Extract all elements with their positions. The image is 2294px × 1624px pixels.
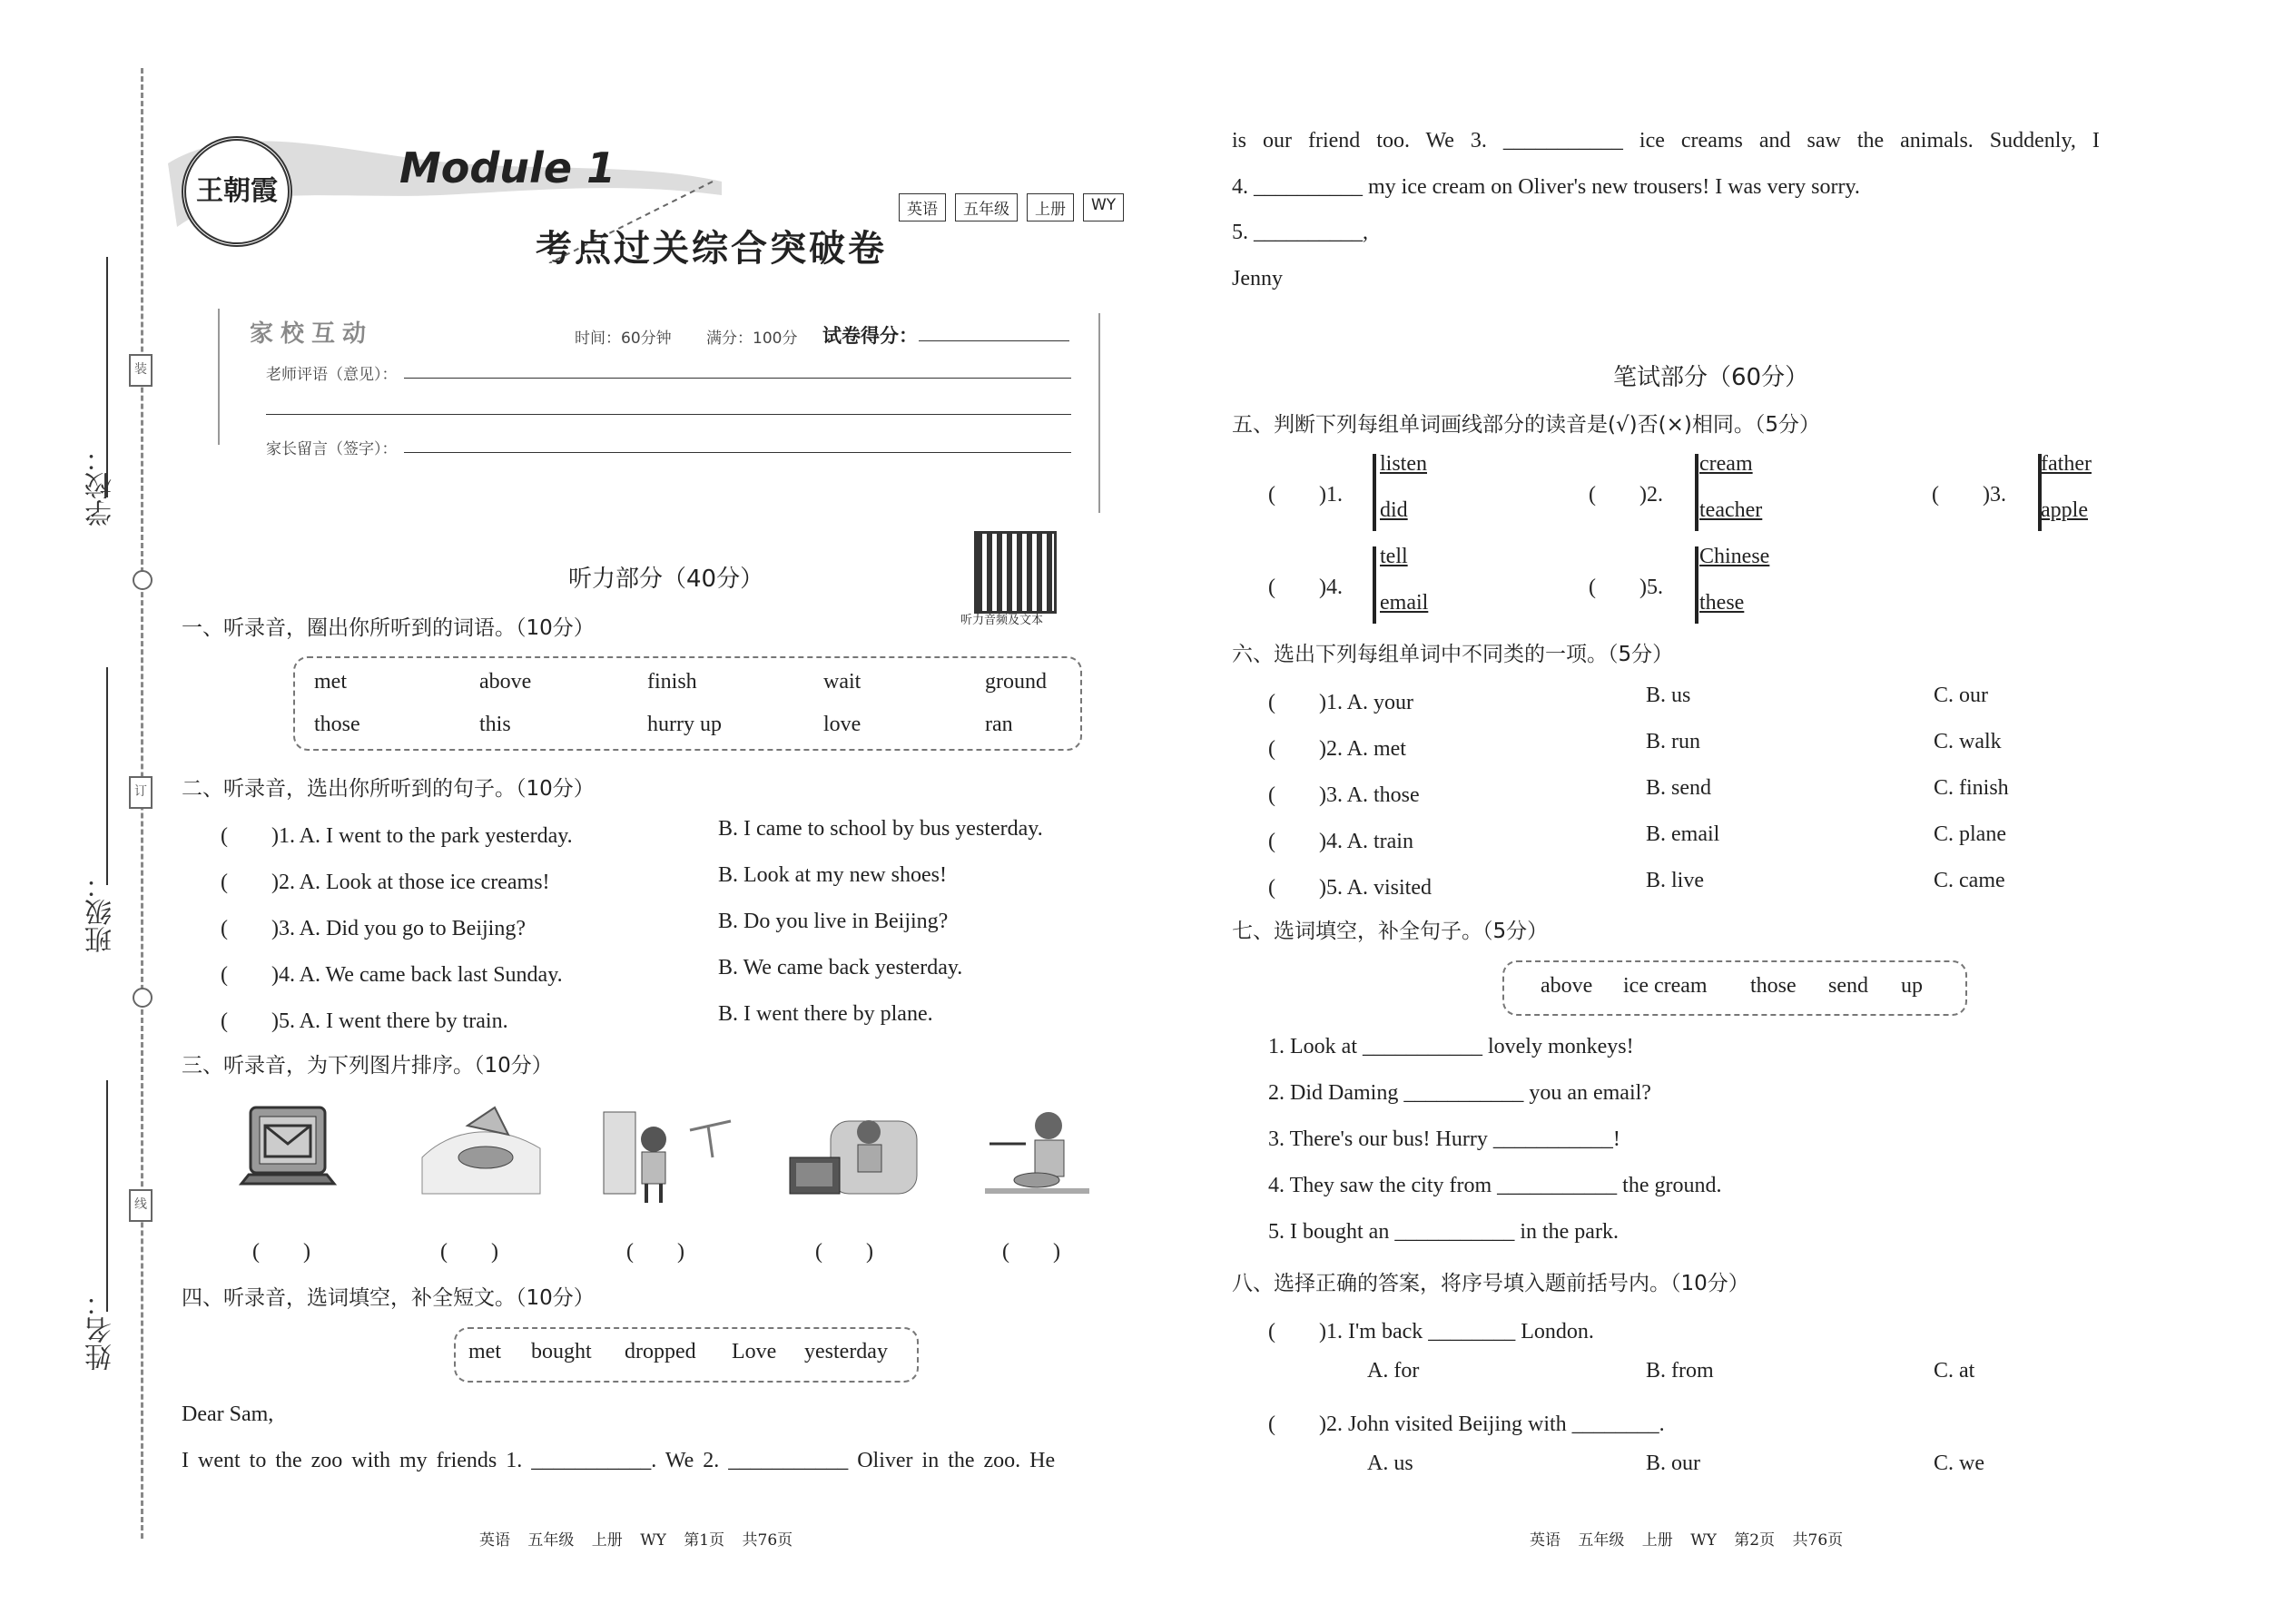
q4-word: met	[468, 1340, 501, 1363]
q5-word: tell	[1380, 545, 1408, 568]
q2-option-b[interactable]: B. Look at my new shoes!	[718, 863, 947, 887]
q5-word: apple	[2041, 498, 2088, 522]
teacher-comment-label: 老师评语（意见）：	[266, 366, 398, 384]
q2-option-a[interactable]: ( )2. A. Look at those ice creams!	[221, 871, 550, 894]
q1-word[interactable]: met	[314, 670, 347, 694]
q6-option-b[interactable]: B. live	[1646, 869, 1704, 892]
q6-option-c[interactable]: C. finish	[1934, 776, 2009, 800]
letter-line-3: 4. __________ my ice cream on Oliver's new trousers! I was very sorry.	[1232, 175, 1860, 199]
badge-subject: 英语	[899, 193, 946, 221]
q6-option-b[interactable]: B. run	[1646, 730, 1700, 753]
score-label: 试卷得分：	[822, 325, 918, 347]
home-school-heading: 家校互动	[250, 320, 374, 348]
q6-option-c[interactable]: C. walk	[1934, 730, 2002, 753]
letter-greeting: Dear Sam,	[182, 1403, 274, 1426]
q2-heading: 二、听录音，选出你所听到的句子。（10分）	[182, 777, 595, 801]
module-title: Module 1	[399, 143, 616, 192]
q8-question[interactable]: ( )1. I'm back ________ London.	[1268, 1320, 1594, 1343]
q2-option-a[interactable]: ( )3. A. Did you go to Beijing?	[221, 917, 526, 940]
listening-section-title: 听力部分（40分）	[568, 566, 764, 593]
q1-word[interactable]: this	[479, 713, 511, 736]
q6-option-a[interactable]: ( )3. A. those	[1268, 783, 1420, 807]
q2-option-a[interactable]: ( )4. A. We came back last Sunday.	[221, 963, 563, 987]
laptop-email-picture	[238, 1100, 338, 1205]
q5-word: these	[1699, 591, 1745, 615]
q2-option-b[interactable]: B. Do you live in Beijing?	[718, 910, 949, 933]
q7-sentence: 5. I bought an ___________ in the park.	[1268, 1220, 1619, 1244]
q5-word: Chinese	[1699, 545, 1770, 568]
q7-sentence: 1. Look at ___________ lovely monkeys!	[1268, 1035, 1634, 1058]
q4-word: Love	[732, 1340, 777, 1363]
q1-word[interactable]: ground	[985, 670, 1047, 694]
q6-option-b[interactable]: B. email	[1646, 822, 1720, 846]
q7-heading: 七、选词填空，补全句子。（5分）	[1232, 920, 1549, 943]
q6-heading: 六、选出下列每组单词中不同类的一项。（5分）	[1232, 643, 1674, 666]
grade-badges	[899, 193, 1124, 221]
q8-question[interactable]: ( )2. John visited Beijing with ________.	[1268, 1412, 1665, 1436]
q4-heading: 四、听录音，选词填空，补全短文。（10分）	[182, 1286, 595, 1310]
brand-logo: 王朝霞	[182, 136, 292, 247]
q5-number[interactable]: ( )2.	[1589, 483, 1663, 507]
exam-title: 考点过关综合突破卷	[536, 227, 887, 270]
bracket-bar	[1695, 546, 1698, 624]
bracket-bar	[1373, 454, 1376, 531]
q8-heading: 八、选择正确的答案，将序号填入题前括号内。（10分）	[1232, 1272, 1749, 1295]
q5-word: email	[1380, 591, 1429, 615]
q8-option-c[interactable]: C. at	[1934, 1359, 1975, 1383]
badge-edition: WY	[1083, 193, 1124, 221]
q4-word: yesterday	[804, 1340, 888, 1363]
q1-word[interactable]: those	[314, 713, 360, 736]
q8-option-a[interactable]: A. us	[1367, 1452, 1413, 1475]
q8-option-c[interactable]: C. we	[1934, 1452, 1984, 1475]
q3-answer-paren[interactable]: ( )	[252, 1240, 310, 1264]
q6-option-b[interactable]: B. us	[1646, 684, 1691, 707]
q7-word: ice cream	[1623, 974, 1708, 998]
q7-word: above	[1541, 974, 1593, 998]
q6-option-a[interactable]: ( )2. A. met	[1268, 737, 1406, 761]
q1-word[interactable]: love	[823, 713, 861, 736]
q5-word: teacher	[1699, 498, 1763, 522]
exam-time: 时间：60分钟	[575, 330, 672, 348]
frame-line	[1098, 313, 1100, 513]
q3-answer-paren[interactable]: ( )	[1002, 1240, 1060, 1264]
q3-answer-paren[interactable]: ( )	[815, 1240, 873, 1264]
q6-option-a[interactable]: ( )5. A. visited	[1268, 876, 1432, 900]
binding-ring-icon	[133, 570, 153, 590]
exam-full-score: 满分：100分	[706, 330, 798, 348]
boy-at-door-picture	[599, 1103, 735, 1207]
q1-word[interactable]: wait	[823, 670, 861, 694]
q6-option-c[interactable]: C. plane	[1934, 822, 2006, 846]
binding-ring-icon	[133, 988, 153, 1008]
page-footer-right: 英语 五年级 上册 WY 第2页 共76页	[1530, 1531, 1844, 1550]
q5-heading: 五、判断下列每组单词画线部分的读音是(√)否(×)相同。（5分）	[1232, 413, 1820, 437]
q7-word: up	[1901, 974, 1923, 998]
score-field[interactable]	[919, 340, 1069, 341]
q3-answer-paren[interactable]: ( )	[626, 1240, 684, 1264]
qr-code-icon	[974, 531, 1057, 614]
q3-heading: 三、听录音，为下列图片排序。（10分）	[182, 1054, 553, 1078]
q5-word: listen	[1380, 452, 1427, 476]
school-label: 学校：	[85, 445, 117, 527]
q3-answer-paren[interactable]: ( )	[440, 1240, 498, 1264]
frame-line	[218, 309, 220, 445]
page-footer-left: 英语 五年级 上册 WY 第1页 共76页	[479, 1531, 793, 1550]
q2-option-b[interactable]: B. I came to school by bus yesterday.	[718, 817, 1043, 841]
q5-number[interactable]: ( )4.	[1268, 576, 1343, 599]
q2-option-b[interactable]: B. We came back yesterday.	[718, 956, 963, 979]
name-field-line	[106, 1080, 108, 1312]
letter-signature: Jenny	[1232, 267, 1283, 290]
q6-option-a[interactable]: ( )4. A. train	[1268, 830, 1413, 853]
girl-watching-tv-picture	[785, 1103, 921, 1207]
badge-grade: 五年级	[955, 193, 1018, 221]
teacher-comment-field[interactable]	[404, 378, 1071, 379]
q2-option-a[interactable]: ( )1. A. I went to the park yesterday.	[221, 824, 573, 848]
q1-word[interactable]: hurry up	[647, 713, 722, 736]
q7-word: send	[1828, 974, 1868, 998]
q6-option-b[interactable]: B. send	[1646, 776, 1711, 800]
class-label: 班级：	[85, 871, 117, 953]
q6-option-c[interactable]: C. our	[1934, 684, 1988, 707]
q7-sentence: 4. They saw the city from ___________ the ground.	[1268, 1174, 1722, 1197]
q2-option-a[interactable]: ( )5. A. I went there by train.	[221, 1009, 508, 1033]
writing-section-title: 笔试部分（60分）	[1613, 364, 1809, 391]
q5-number[interactable]: ( )1.	[1268, 483, 1343, 507]
seal-mark-zhuang: 装	[129, 354, 153, 387]
q6-option-c[interactable]: C. came	[1934, 869, 2005, 892]
q1-word[interactable]: above	[479, 670, 532, 694]
q6-option-a[interactable]: ( )1. A. your	[1268, 691, 1413, 714]
q8-option-b[interactable]: B. from	[1646, 1359, 1714, 1383]
q5-number[interactable]: ( )3.	[1932, 483, 2006, 507]
q1-heading: 一、听录音，圈出你所听到的词语。（10分）	[182, 616, 595, 640]
parent-comment-label: 家长留言（签字）：	[266, 440, 398, 458]
seal-mark-xian: 线	[129, 1189, 153, 1222]
q2-option-b[interactable]: B. I went there by plane.	[718, 1002, 933, 1026]
girl-eating-picture	[980, 1100, 1094, 1207]
q8-option-b[interactable]: B. our	[1646, 1452, 1700, 1475]
q4-word: bought	[531, 1340, 592, 1363]
qr-caption: 听力音频及文本	[960, 614, 1044, 627]
letter-line-2: is our friend too. We 3. ___________ ice creams and saw the animals. Suddenly, I	[1232, 129, 2100, 153]
teacher-comment-field-2[interactable]	[266, 414, 1071, 415]
q5-number[interactable]: ( )5.	[1589, 576, 1663, 599]
bracket-bar	[1373, 546, 1376, 624]
class-field-line	[106, 667, 108, 885]
ice-cream-spill-picture	[413, 1103, 549, 1203]
parent-comment-field[interactable]	[404, 452, 1071, 453]
name-label: 姓名：	[85, 1289, 117, 1371]
q5-word: cream	[1699, 452, 1753, 476]
q5-word: father	[2041, 452, 2092, 476]
q7-sentence: 2. Did Daming ___________ you an email?	[1268, 1081, 1651, 1105]
q7-word: those	[1750, 974, 1797, 998]
bracket-bar	[1695, 454, 1698, 531]
letter-line-4: 5. __________,	[1232, 221, 1368, 244]
q1-word[interactable]: ran	[985, 713, 1013, 736]
letter-line-1: I went to the zoo with my friends 1. ___________. We 2. ___________ Oliver in the zoo. He	[182, 1449, 1056, 1472]
q1-word[interactable]: finish	[647, 670, 697, 694]
badge-term: 上册	[1027, 193, 1074, 221]
q4-word: dropped	[625, 1340, 696, 1363]
seal-mark-ding: 订	[129, 776, 153, 809]
q8-option-a[interactable]: A. for	[1367, 1359, 1420, 1383]
q5-word: did	[1380, 498, 1408, 522]
q7-sentence: 3. There's our bus! Hurry ___________!	[1268, 1127, 1620, 1151]
